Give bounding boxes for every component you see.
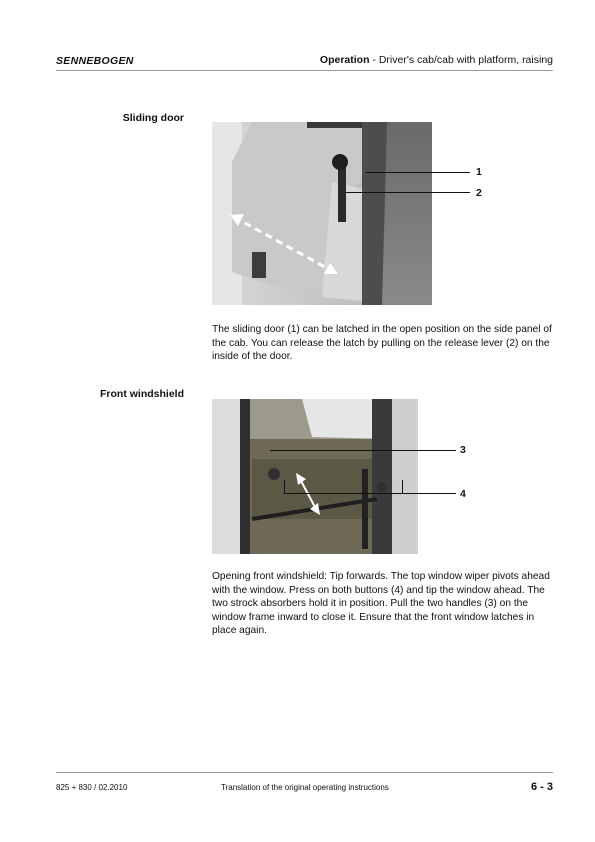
callout-number-1: 1	[476, 166, 482, 178]
header-rule	[56, 70, 553, 71]
callout-number-2: 2	[476, 187, 482, 199]
header-title	[320, 54, 553, 66]
front-windshield-description: Opening front windshield: Tip forwards. The top window wiper pivots ahead with the window. Press on both buttons (4) and tip the window ahead. The two strock absorbers hold it in position. Pull the two handles (3) on the window frame inward to close it. Ensure that the front window latches in place again.	[212, 571, 550, 637]
sliding-door-description: The sliding door (1) can be latched in the open position on the side panel of the cab. You can release the latch by pulling on the release lever (2) on the inside of the door.	[212, 324, 552, 363]
callout-number-3: 3	[460, 444, 466, 456]
callout-tick-4b	[402, 480, 403, 494]
callout-line-4	[284, 493, 456, 494]
section-label-front-windshield: Front windshield	[100, 388, 184, 400]
footer-model-date: 825 + 830 / 02.2010	[56, 783, 128, 792]
front-windshield-photo	[212, 399, 418, 554]
sliding-door-photo	[212, 122, 432, 305]
header-section-bold: Operation	[319, 54, 370, 66]
section-label-sliding-door: Sliding door	[122, 112, 184, 124]
callout-line-2	[344, 192, 470, 193]
footer-rule	[56, 772, 553, 773]
brand-logo: SENNEBOGEN	[56, 55, 134, 67]
callout-tick-4a	[284, 480, 285, 494]
page-number: 6 - 3	[530, 781, 553, 793]
callout-line-3	[270, 450, 456, 451]
footer-translation-note: Translation of the original operating instructions	[221, 783, 389, 792]
callout-number-4: 4	[460, 488, 466, 500]
callout-line-1	[366, 172, 470, 173]
header-section-rest: - Driver's cab/cab with platform, raising	[369, 54, 553, 66]
